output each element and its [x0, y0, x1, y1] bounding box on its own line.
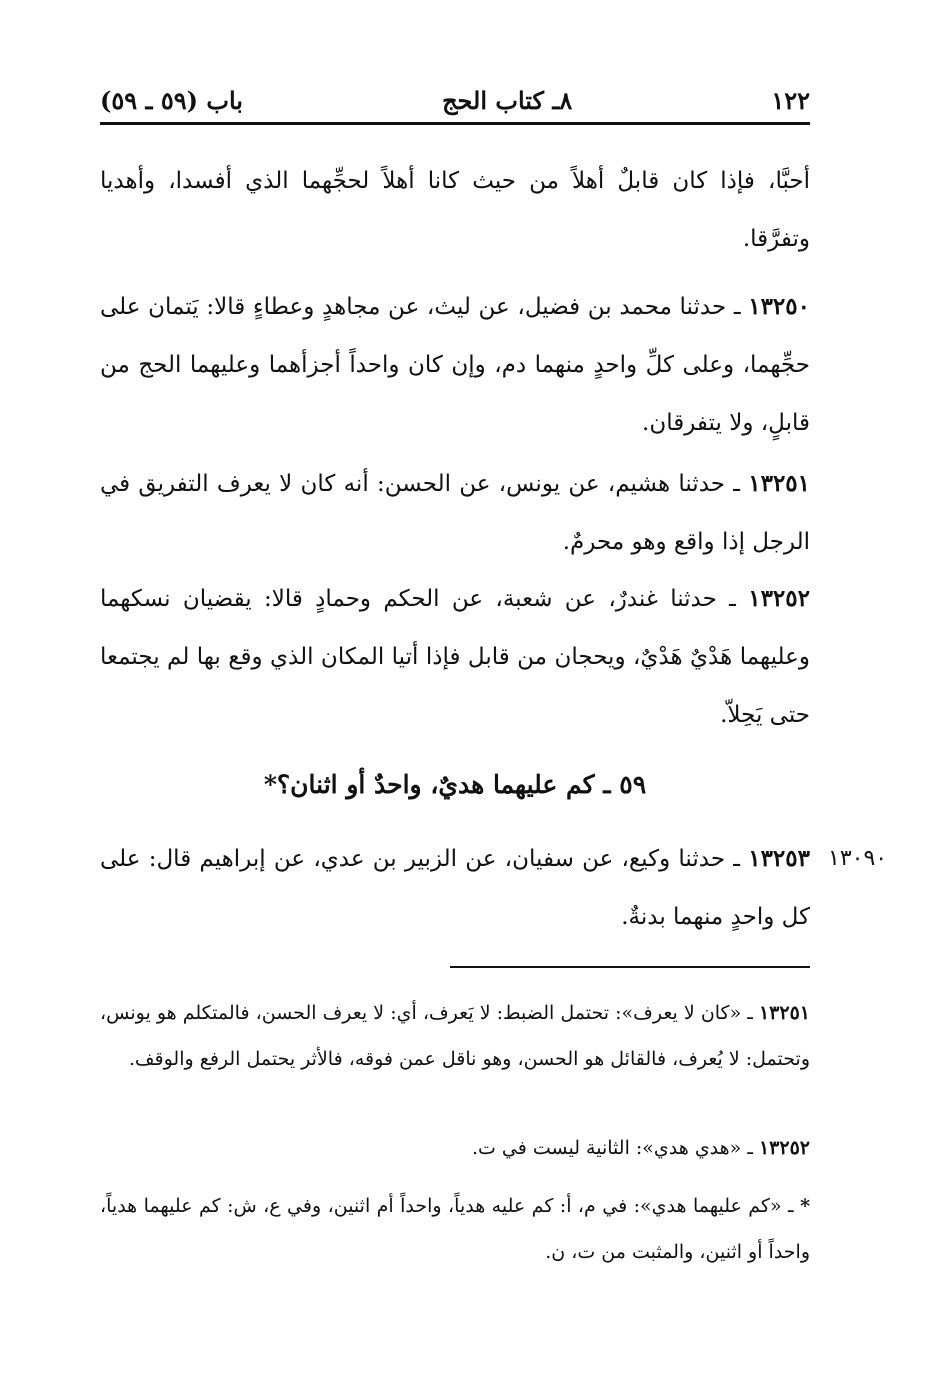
section-heading: ٥٩ ـ كم عليهما هديٌ، واحدٌ أو اثنان؟*	[263, 770, 647, 799]
hadith-13252	[100, 570, 810, 744]
margin-number: ١٣٠٩٠	[828, 846, 888, 871]
footnote-number: ١٣٢٥١	[758, 1002, 810, 1024]
hadith-number: ١٣٢٥٠	[748, 293, 810, 320]
header-rule	[100, 122, 810, 125]
footnote-text: ـ «كان لا يعرف»: تحتمل الضبط: لا يَعرف، أي: لا يعرف الحسن، فالمتكلم هو يونس، وتحتمل: لا يُعرف، فالقائل هو الحسن، وهو ناقل عمن فوقه، فالأثر يحتمل الرفع والوقف.	[100, 1002, 810, 1070]
footnote-mark: *	[800, 1195, 811, 1217]
hadith-13253	[100, 830, 810, 946]
hadith-13250	[100, 278, 810, 452]
page-number: ١٢٢	[771, 85, 810, 115]
paragraph-continuation	[100, 152, 810, 268]
footnote-rule	[450, 966, 810, 968]
hadith-text: ـ حدثنا محمد بن فضيل، عن ليث، عن مجاهدٍ وعطاءٍ قالا: يَتمان على حجِّهما، وعلى كلِّ واحدٍ منهما دم، وإن كان واحداً أجزأهما وعليهما الحج من قابلٍ، ولا يتفرقان.	[100, 294, 810, 436]
page-header	[100, 80, 810, 120]
hadith-text: ـ حدثنا هشيم، عن يونس، عن الحسن: أنه كان لا يعرف التفريق في الرجل إذا واقع وهو محرمٌ.	[100, 471, 810, 555]
chapter-range: باب (٥٩ ـ ٥٩)	[100, 85, 243, 115]
footnote-heading	[100, 1183, 810, 1275]
hadith-number: ١٣٢٥٢	[748, 585, 810, 612]
hadith-number: ١٣٢٥١	[748, 470, 811, 497]
footnote-text: ـ «كم عليهما هدي»: في م، أ: كم عليه هدياً، واحداً أم اثنين، وفي ع، ش: كم عليهما هدياً، واحداً أو اثنين، والمثبت من ت، ن.	[100, 1195, 810, 1263]
hadith-text: ـ حدثنا وكيع، عن سفيان، عن الزبير بن عدي، عن إبراهيم قال: على كل واحدٍ منهما بدنةٌ.	[100, 846, 810, 930]
paragraph-text: أحبَّا، فإذا كان قابلٌ أهلاً من حيث كانا أهلاً لحجِّهما الذي أفسدا، وأهديا وتفرَّقا.	[100, 168, 810, 252]
book-title: ٨ـ كتاب الحج	[442, 85, 573, 115]
hadith-number: ١٣٢٥٣	[748, 845, 810, 872]
footnote-13252	[100, 1125, 810, 1171]
footnote-text: ـ «هدي هدي»: الثانية ليست في ت.	[471, 1137, 753, 1159]
hadith-text: ـ حدثنا غندرٌ، عن شعبة، عن الحكم وحمادٍ قالا: يقضيان نسكهما وعليهما هَدْيٌ هَدْيٌ، ويحجان من قابل فإذا أتيا المكان الذي وقع بها لم يجتمعا حتى يَحِلاّ.	[100, 586, 810, 728]
footnote-13251	[100, 990, 810, 1082]
hadith-13251	[100, 455, 810, 571]
footnote-number: ١٣٢٥٢	[758, 1137, 810, 1159]
